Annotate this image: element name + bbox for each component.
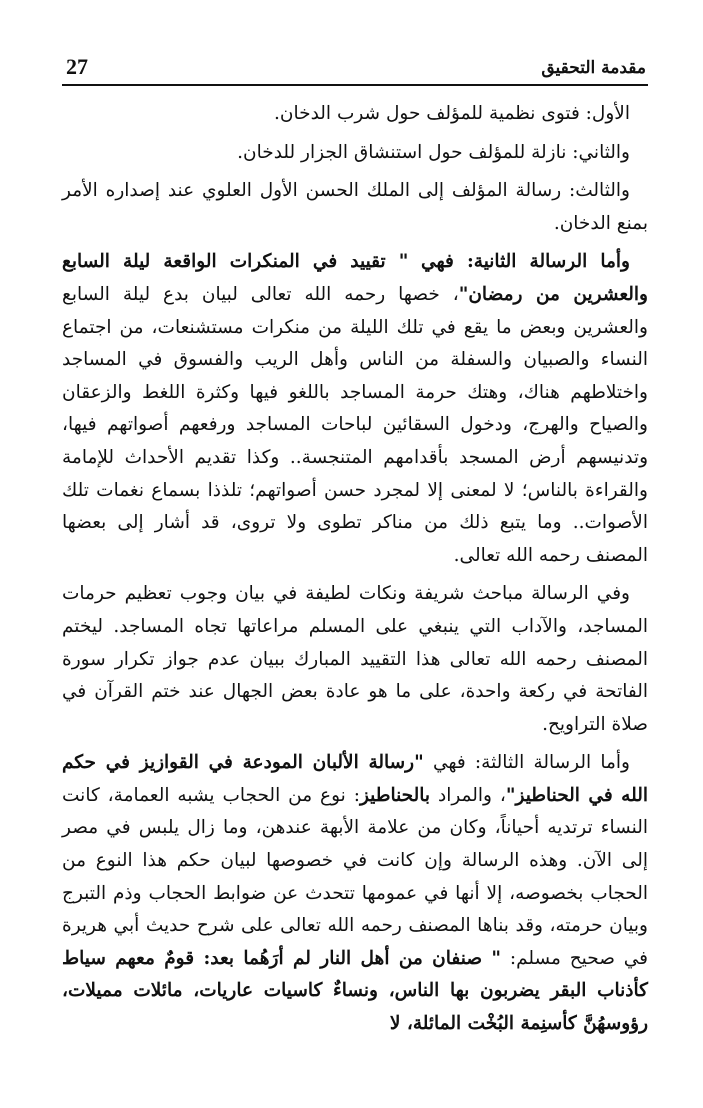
third-treatise-title: "رسالة الألبان المودعة في القوازيز في حكم الله في الحناطيز" xyxy=(62,752,648,806)
third-treatise-term: بالحناطيز xyxy=(359,784,431,806)
second-treatise-body: ، خصها رحمه الله تعالى لبيان بدع ليلة السابع والعشرين وبعض ما يقع في تلك الليلة من منكرات مستشنعات، من اجتماع النساء والصبيان والسفلة من الناس وأهل الريب والفسوق في المساجد واختلاطهم هناك، وهتك حرمة المساجد باللغو فيها وكثرة اللغط والزعقان والصياح والهرج، ودخول السقائين لباحات المساجد ورفعهم أصواتهم فيها، وتدنيسهم أرض المسجد بأقدامهم المتنجسة.. وكذا تقديم الأحداث للإمامة والقراءة بالناس؛ لا لمعنى إلا لمجرد حسن أصواتهم؛ تلذذا بسماع نغمات تلك الأصوات.. وما يتبع ذلك من مناكر تطوى ولا تروى، قد أشار إلى بعضها المصنف رحمه الله تعالى. xyxy=(62,283,648,566)
page-header xyxy=(62,52,648,86)
body-text xyxy=(62,98,648,1041)
paragraph-item-third: والثالث: رسالة المؤلف إلى الملك الحسن الأول العلوي عند إصداره الأمر بمنع الدخان. xyxy=(62,180,648,234)
second-treatise-title: " تقييد في المنكرات الواقعة ليلة السابع والعشرين من رمضان" xyxy=(62,251,648,305)
third-treatise-lead: وأما الرسالة الثالثة: فهي xyxy=(432,752,630,774)
third-treatise-body: : نوع من الحجاب يشبه العمامة، كانت النساء ترتديه أحياناً، وكان من علامة الأبهة عندهن، وما زال يلبس في مصر إلى الآن. وهذه الرسالة وإن كانت في خصوصها لبيان حكم هذا النوع من الحجاب بخصوصه، إلا أنها في عمومها تتحدث عن ضوابط الحجاب وذم التبرج وبيان حرمته، وقد بناها المصنف رحمه الله تعالى على شرح حديث أبي هريرة في صحيح مسلم: xyxy=(62,784,648,969)
paragraph-third-treatise xyxy=(62,747,648,1040)
hadith-quote: " صنفان من أهل النار لم أرَهُما بعد: قومٌ معهم سياط كأذناب البقر يضربون بها الناس، ونساءٌ كاسيات عاريات، مائلات مميلات، رؤوسهُنَّ كأسنِمة البُخْت المائلة، لا xyxy=(62,947,648,1035)
second-treatise-lead: وأما الرسالة الثانية: فهي xyxy=(421,251,630,273)
running-header-title: مقدمة التحقيق xyxy=(541,58,646,78)
paragraph-item-second: والثاني: نازلة للمؤلف حول استنشاق الجزار للدخان. xyxy=(237,141,630,163)
paragraph-treatise-topics: وفي الرسالة مباحث شريفة ونكات لطيفة في بيان وجوب تعظيم حرمات المساجد، والآداب التي ينبغي على المسلم مراعاتها تجاه المساجد. ليختم المصنف رحمه الله تعالى هذا التقييد المبارك ببيان عدم جواز تكرار سورة الفاتحة في ركعة واحدة، على ما هو عادة بعض الجهال عند ختم القرآن في صلاة التراويح. xyxy=(62,583,648,735)
paragraph-item-first: الأول: فتوى نظمية للمؤلف حول شرب الدخان. xyxy=(274,103,630,124)
paragraph-second-treatise xyxy=(62,246,648,572)
third-treatise-mid: ، والمراد xyxy=(437,784,506,806)
book-page xyxy=(62,52,648,1092)
page-number: 27 xyxy=(66,54,88,79)
